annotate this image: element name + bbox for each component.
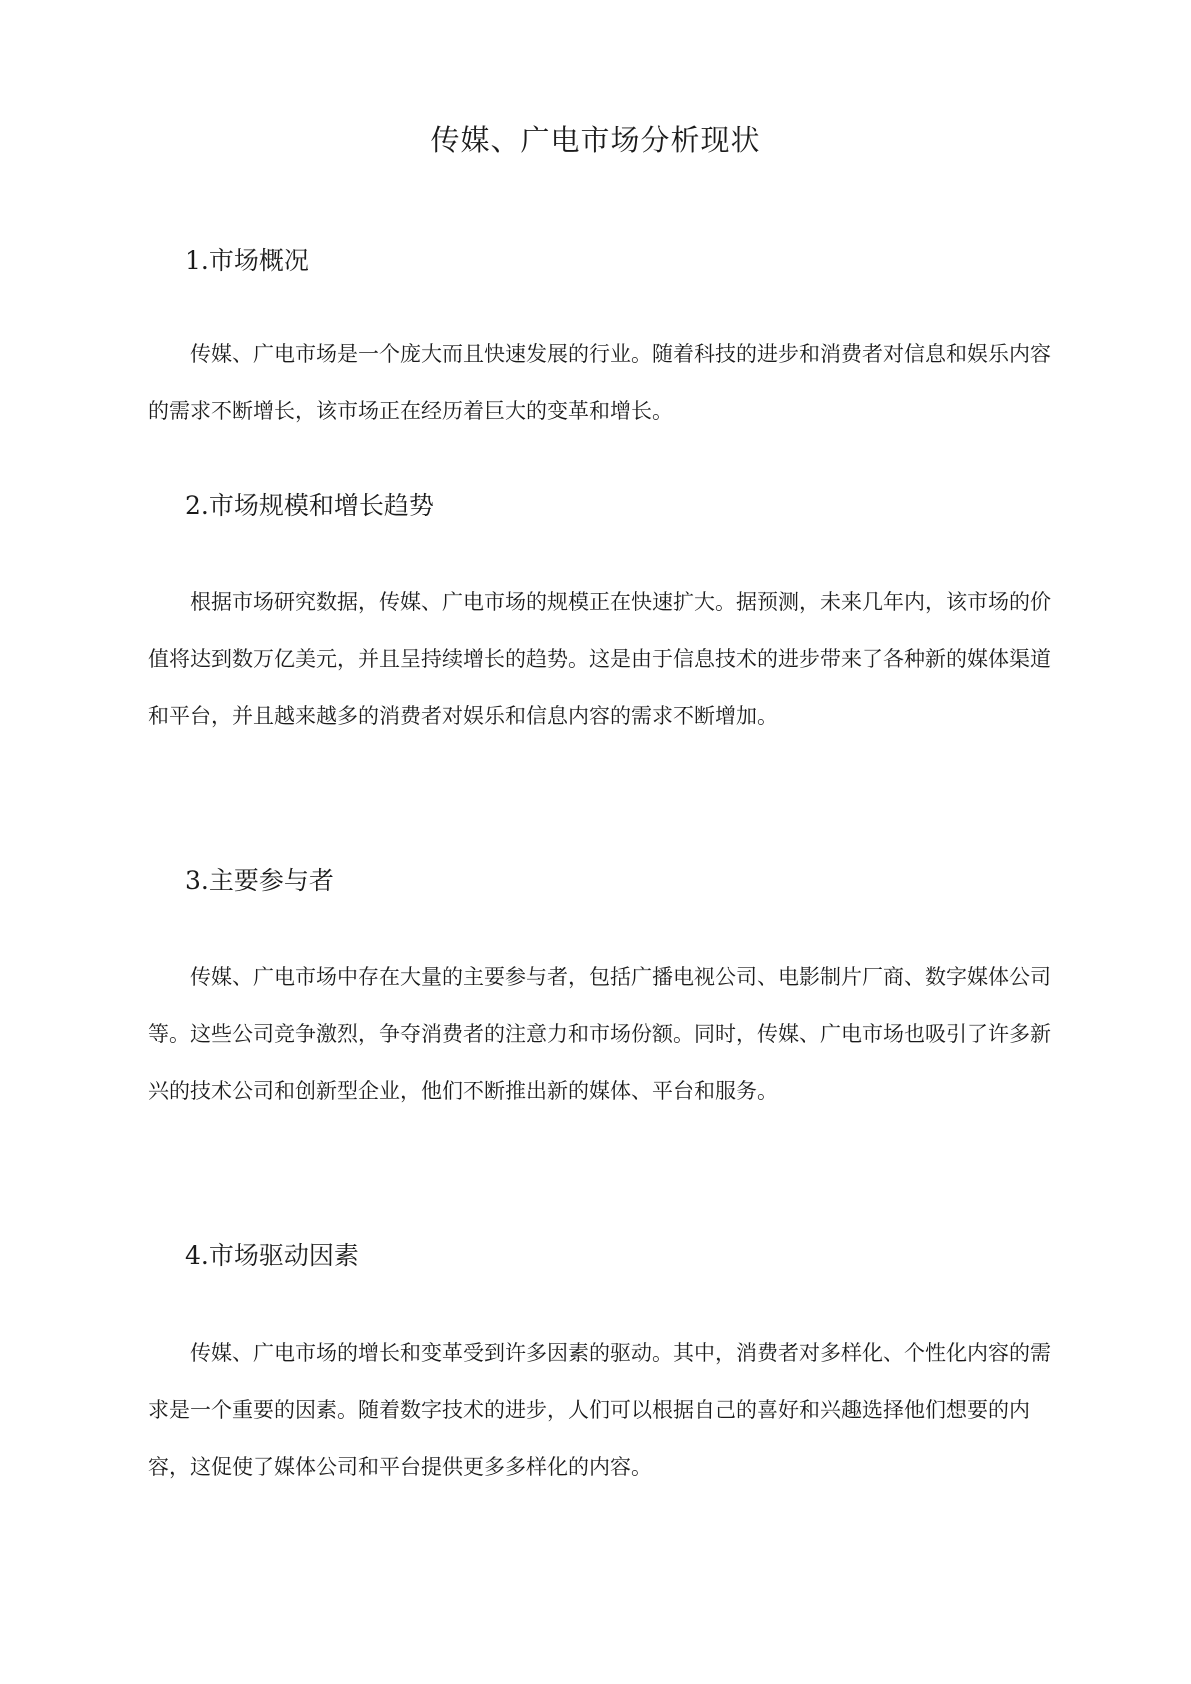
section-paragraph-market-overview: 传媒、广电市场是一个庞大而且快速发展的行业。随着科技的进步和消费者对信息和娱乐内容的需求不断增长，该市场正在经历着巨大的变革和增长。 xyxy=(148,342,1051,423)
section-heading-main-participants: 3.主要参与者 xyxy=(185,866,334,895)
section-heading-market-overview: 1.市场概况 xyxy=(185,246,309,275)
document-title: 传媒、广电市场分析现状 xyxy=(430,123,761,157)
section-paragraph-main-participants: 传媒、广电市场中存在大量的主要参与者，包括广播电视公司、电影制片厂商、数字媒体公司等。这些公司竞争激烈，争夺消费者的注意力和市场份额。同时，传媒、广电市场也吸引了许多新兴的技术公司和创新型企业，他们不断推出新的媒体、平台和服务。 xyxy=(148,965,1051,1103)
section-heading-market-drivers: 4.市场驱动因素 xyxy=(185,1241,359,1270)
section-paragraph-market-drivers: 传媒、广电市场的增长和变革受到许多因素的驱动。其中，消费者对多样化、个性化内容的需求是一个重要的因素。随着数字技术的进步，人们可以根据自己的喜好和兴趣选择他们想要的内容，这促使了媒体公司和平台提供更多多样化的内容。 xyxy=(148,1341,1051,1479)
section-heading-market-size: 2.市场规模和增长趋势 xyxy=(185,491,434,520)
section-paragraph-market-size: 根据市场研究数据，传媒、广电市场的规模正在快速扩大。据预测，未来几年内，该市场的价值将达到数万亿美元，并且呈持续增长的趋势。这是由于信息技术的进步带来了各种新的媒体渠道和平台，并且越来越多的消费者对娱乐和信息内容的需求不断增加。 xyxy=(148,590,1051,728)
